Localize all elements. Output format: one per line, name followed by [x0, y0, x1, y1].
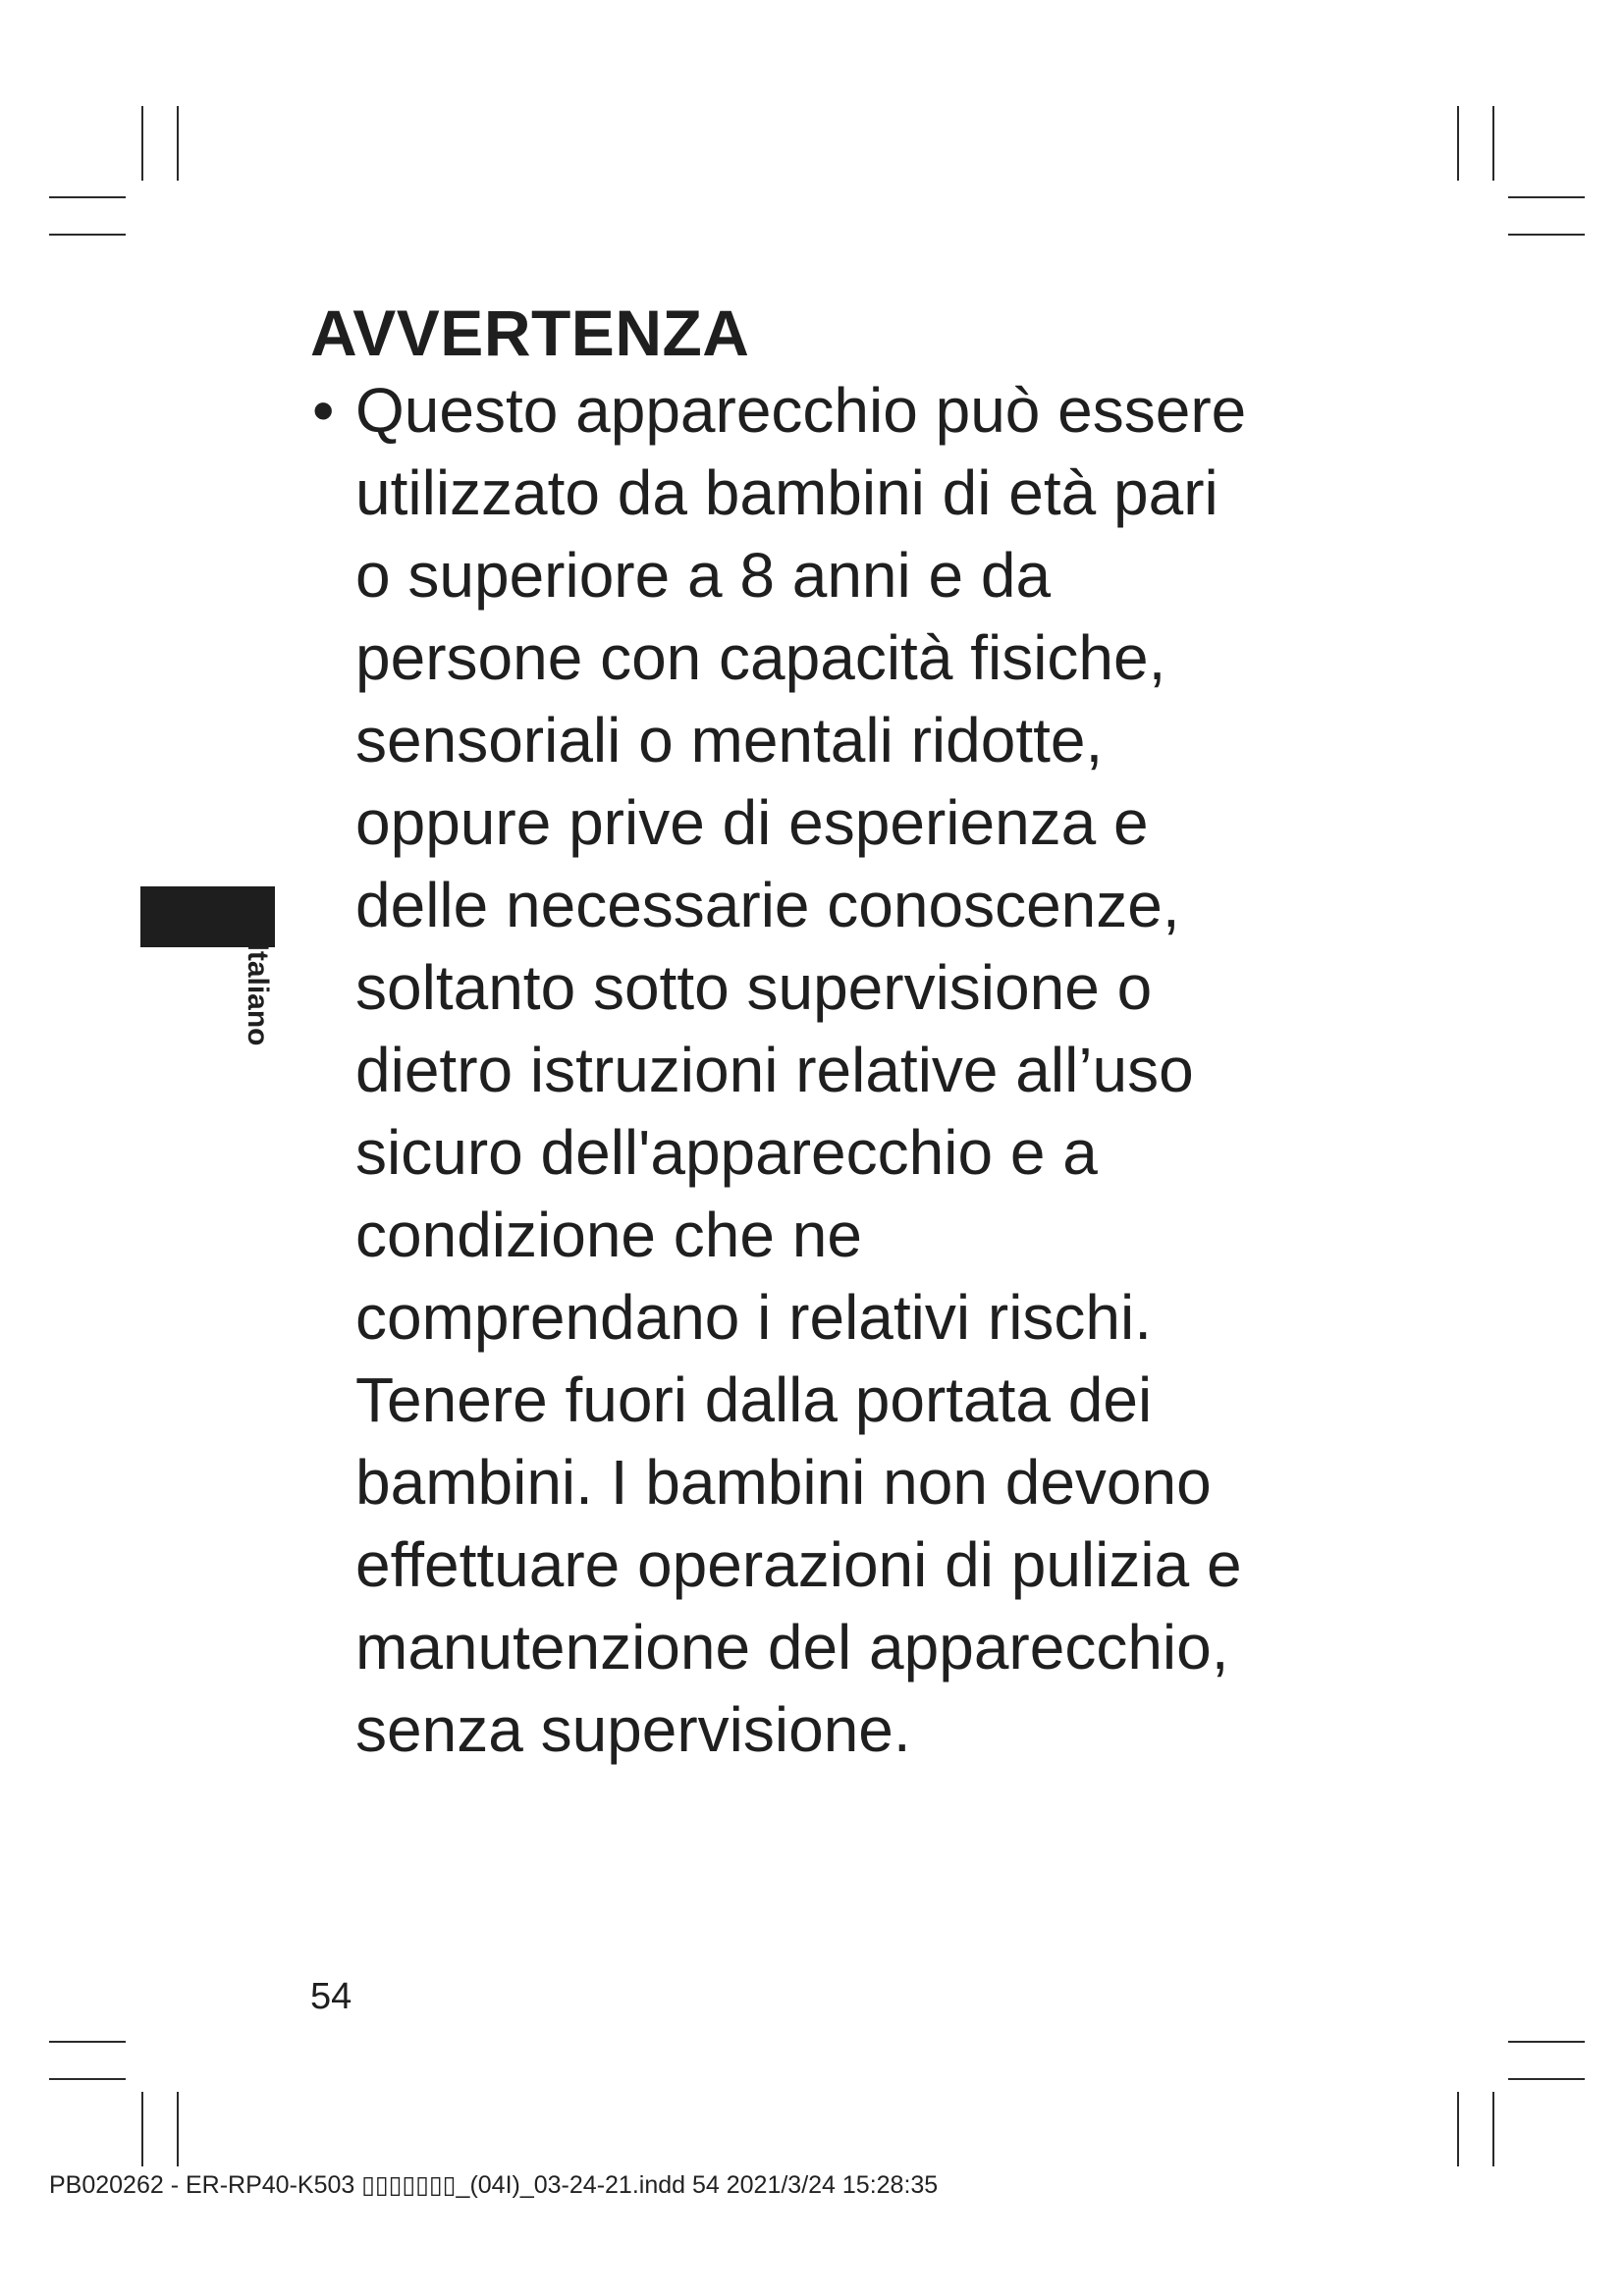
crop-mark [1492, 2092, 1494, 2166]
crop-mark [1457, 2092, 1459, 2166]
crop-mark [1508, 196, 1585, 198]
crop-mark [177, 2092, 179, 2166]
crop-mark [177, 106, 179, 181]
print-slug: PB020262 - ER-RP40-K503 ▯▯▯▯▯▯▯_(04I)_03-24-21.indd 54 2021/3/24 15:28:35 [49, 2171, 939, 2199]
page-number: 54 [310, 1976, 352, 2017]
text-line: sensoriali o mentali ridotte, [355, 705, 1104, 775]
crop-mark [49, 234, 126, 236]
text-line: o superiore a 8 anni e da [355, 540, 1052, 611]
text-line: oppure prive di esperienza e [355, 787, 1149, 858]
crop-mark [49, 196, 126, 198]
text-line: Tenere fuori dalla portata dei [355, 1364, 1153, 1435]
crop-mark [1508, 2078, 1585, 2080]
text-line: effettuare operazioni di pulizia e [355, 1529, 1242, 1600]
bullet: • [312, 375, 335, 446]
text-line: Questo apparecchio può essere [355, 375, 1247, 446]
crop-mark [1508, 2041, 1585, 2043]
text-line: bambini. I bambini non devono [355, 1447, 1212, 1518]
crop-mark [141, 2092, 143, 2166]
text-line: sicuro dell'apparecchio e a [355, 1117, 1098, 1188]
language-tab-label: Italiano [242, 942, 274, 1046]
text-line: manutenzione del apparecchio, [355, 1612, 1229, 1682]
crop-mark [1457, 106, 1459, 181]
text-line: delle necessarie conoscenze, [355, 870, 1180, 940]
text-line: condizione che ne [355, 1200, 862, 1270]
text-line: comprendano i relativi rischi. [355, 1282, 1152, 1353]
text-line: persone con capacità fisiche, [355, 622, 1166, 693]
crop-mark [141, 106, 143, 181]
warning-text [355, 369, 1246, 1771]
text-line: senza supervisione. [355, 1694, 911, 1765]
crop-mark [49, 2041, 126, 2043]
text-line: soltanto sotto supervisione o [355, 952, 1153, 1023]
text-line: dietro istruzioni relative all’uso [355, 1035, 1194, 1105]
warning-heading: AVVERTENZA [310, 296, 750, 369]
crop-mark [49, 2078, 126, 2080]
crop-mark [1508, 234, 1585, 236]
language-tab-marker [140, 886, 275, 947]
text-line: utilizzato da bambini di età pari [355, 457, 1218, 528]
crop-mark [1492, 106, 1494, 181]
